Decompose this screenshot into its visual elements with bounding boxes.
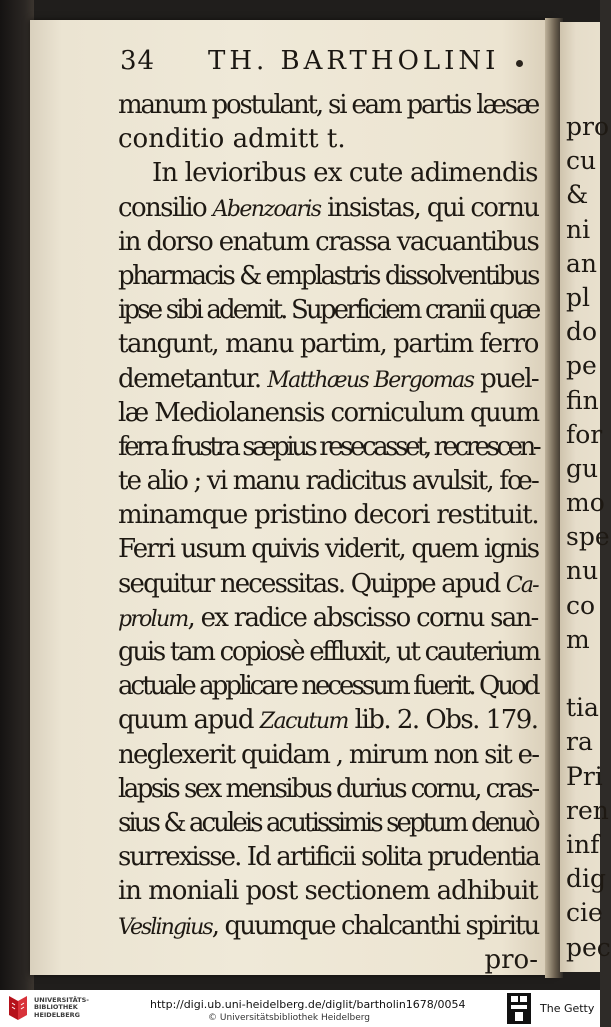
library-name-line: BIBLIOTHEK xyxy=(34,1003,78,1012)
running-title: TH. BARTHOLINI xyxy=(208,46,500,76)
facing-page-fragment: & xyxy=(566,180,589,210)
facing-page-fragment: pe xyxy=(566,351,597,381)
italic-name: Abenzoaris xyxy=(212,196,321,222)
text-line xyxy=(118,259,538,293)
text-line xyxy=(118,840,538,874)
facing-page-fragment: spe xyxy=(566,522,610,552)
text-line xyxy=(118,396,538,430)
getty-logo-icon[interactable] xyxy=(507,993,531,1024)
text-line-content xyxy=(118,191,538,225)
library-name-line: UNIVERSITÄTS- xyxy=(34,996,89,1004)
footer-bar xyxy=(0,990,600,1027)
text-line-content xyxy=(118,669,538,703)
text-line-content xyxy=(152,156,538,190)
italic-name: Zacutum xyxy=(259,709,348,735)
text-line-content xyxy=(118,738,538,772)
text-run: guis tam copiosè effluxit, ut cauterium xyxy=(118,637,539,667)
facing-page-fragment: dig xyxy=(566,864,607,894)
body-text xyxy=(118,88,538,977)
text-run: demetantur. xyxy=(118,363,268,394)
text-line-content xyxy=(118,122,346,156)
text-line-content xyxy=(118,567,538,601)
text-run: lapsis sex mensibus durius cornu, cras- xyxy=(118,773,538,804)
text-run: minamque pristino decori restituit. xyxy=(118,500,539,531)
text-line xyxy=(118,225,538,259)
text-run: puel- xyxy=(473,363,539,394)
text-line-content xyxy=(118,293,538,327)
text-line-content xyxy=(118,806,538,840)
library-name xyxy=(34,997,89,1019)
facing-page-fragment: gu xyxy=(566,453,599,483)
facing-page-fragment: fin xyxy=(566,385,599,415)
text-line xyxy=(118,362,538,396)
text-line xyxy=(118,430,538,464)
text-run: neglexerit quidam , mirum non sit e- xyxy=(118,739,539,770)
text-run: quum apud xyxy=(118,705,260,736)
facing-page-fragment: nu xyxy=(566,556,599,586)
facing-page-fragment: for xyxy=(566,419,603,449)
text-line-content xyxy=(118,464,538,498)
text-line-content xyxy=(118,703,538,737)
facing-page-fragment: ra xyxy=(566,727,593,757)
text-line-content xyxy=(118,874,538,908)
text-run: ferra frustra sæpius resecasset, recrescen- xyxy=(118,431,539,462)
text-run: læ Mediolanensis corniculum quum xyxy=(118,397,539,428)
text-line xyxy=(118,909,538,943)
text-run: in dorso enatum crassa vacuantibus xyxy=(118,226,539,257)
facing-page-fragment: tia xyxy=(566,693,599,723)
page-header xyxy=(120,46,540,86)
text-run: , ex radice abscisso cornu san- xyxy=(187,602,538,633)
text-run: manum postulant, si eam partis læsæ xyxy=(118,90,539,120)
text-line xyxy=(118,772,538,806)
facing-page-fragment: m xyxy=(566,624,590,654)
text-line-content xyxy=(118,259,538,293)
text-line-content xyxy=(118,909,538,943)
text-line xyxy=(118,669,538,703)
text-run: ipse sibi ademit. Superficiem cranii quæ xyxy=(118,295,539,326)
text-line xyxy=(118,156,538,190)
facing-page-fragment: Pri xyxy=(566,761,603,791)
facing-page-fragment: pec xyxy=(566,932,611,962)
facing-page-fragment: cu xyxy=(566,146,597,176)
facing-page-fragment: mo xyxy=(566,488,605,518)
italic-name: Matthæus Bergomas xyxy=(267,367,474,393)
text-line xyxy=(118,806,538,840)
text-run: te alio ; vi manu radicitus avulsit, fœ- xyxy=(118,466,538,497)
italic-name: Ca- xyxy=(505,572,538,598)
permalink[interactable]: http://digi.ub.uni-heidelberg.de/diglit/bartholin1678/0054 xyxy=(150,998,466,1011)
facing-page-fragment xyxy=(566,657,611,691)
text-line-content xyxy=(118,772,538,806)
text-run: insistas, qui cornu xyxy=(320,192,539,223)
text-line-content xyxy=(118,327,538,361)
text-line-content xyxy=(118,840,539,874)
text-line xyxy=(118,874,538,908)
text-line xyxy=(118,635,538,669)
sponsor-name: The Getty xyxy=(540,1002,595,1015)
text-run: sequitur necessitas. Quippe apud xyxy=(118,568,506,599)
text-run: surrexisse. Id artificii solita prudentia xyxy=(118,842,539,873)
text-line xyxy=(118,601,538,635)
text-line-content xyxy=(118,601,538,635)
text-run: tangunt, manu partim, partim ferro xyxy=(118,329,539,360)
copyright-notice: © Universitätsbibliothek Heidelberg xyxy=(208,1013,371,1023)
page-number: 34 xyxy=(120,46,156,76)
library-name-line: HEIDELBERG xyxy=(34,1010,81,1019)
facing-page-fragment: pl xyxy=(566,282,590,312)
text-line-content xyxy=(118,532,538,566)
text-run: lib. 2. Obs. 179. xyxy=(347,705,538,736)
left-page-edge xyxy=(0,0,34,990)
italic-name: Veslingius xyxy=(118,914,212,940)
text-run: in moniali post sectionem adhibuit xyxy=(118,876,538,907)
facing-page-fragment: cie xyxy=(566,898,603,928)
text-run: In levioribus ex cute adimendis xyxy=(152,158,538,189)
facing-page-text xyxy=(566,110,611,965)
text-run: pharmacis & emplastris dissolventibus xyxy=(118,260,538,291)
text-line xyxy=(118,464,538,498)
text-line-content xyxy=(118,225,538,259)
text-line xyxy=(118,88,538,122)
text-line xyxy=(118,327,538,361)
text-line-content xyxy=(118,430,538,464)
text-run: conditio admitt t. xyxy=(118,124,346,155)
text-line xyxy=(118,532,538,566)
facing-page-fragment: ni xyxy=(566,214,591,244)
facing-page-fragment: an xyxy=(566,248,598,278)
text-line-content xyxy=(118,396,538,430)
text-line xyxy=(118,498,538,532)
text-run: , quumque chalcanthi spiritu xyxy=(211,910,539,941)
ink-dot xyxy=(516,60,523,67)
text-line-content xyxy=(484,943,538,977)
text-line xyxy=(118,293,538,327)
text-run: actuale applicare necessum fuerit. Quod xyxy=(118,671,538,702)
text-run: pro- xyxy=(484,944,538,975)
text-run: consilio xyxy=(118,192,213,223)
facing-page-fragment: co xyxy=(566,590,596,620)
text-line xyxy=(118,122,538,156)
facing-page-fragment: ren xyxy=(566,795,609,825)
text-line xyxy=(118,191,538,225)
text-line xyxy=(118,943,538,977)
text-line-content xyxy=(118,635,539,669)
text-line xyxy=(118,567,538,601)
text-line-content xyxy=(118,498,538,532)
text-run: Ferri usum quivis viderit, quem ignis xyxy=(118,534,539,565)
facing-page-fragment: inf xyxy=(566,829,600,859)
facing-page-edge xyxy=(560,22,611,972)
text-line-content xyxy=(118,88,538,122)
university-library-logo-icon[interactable] xyxy=(8,995,28,1021)
text-line xyxy=(118,738,538,772)
facing-page-fragment: pro xyxy=(566,112,610,141)
text-line xyxy=(118,703,538,737)
text-run: sius & aculeis acutissimis septum denuò xyxy=(118,807,538,838)
text-line-content xyxy=(118,362,538,396)
facing-page-fragment: do xyxy=(566,317,598,347)
italic-name: prolum xyxy=(118,606,188,632)
